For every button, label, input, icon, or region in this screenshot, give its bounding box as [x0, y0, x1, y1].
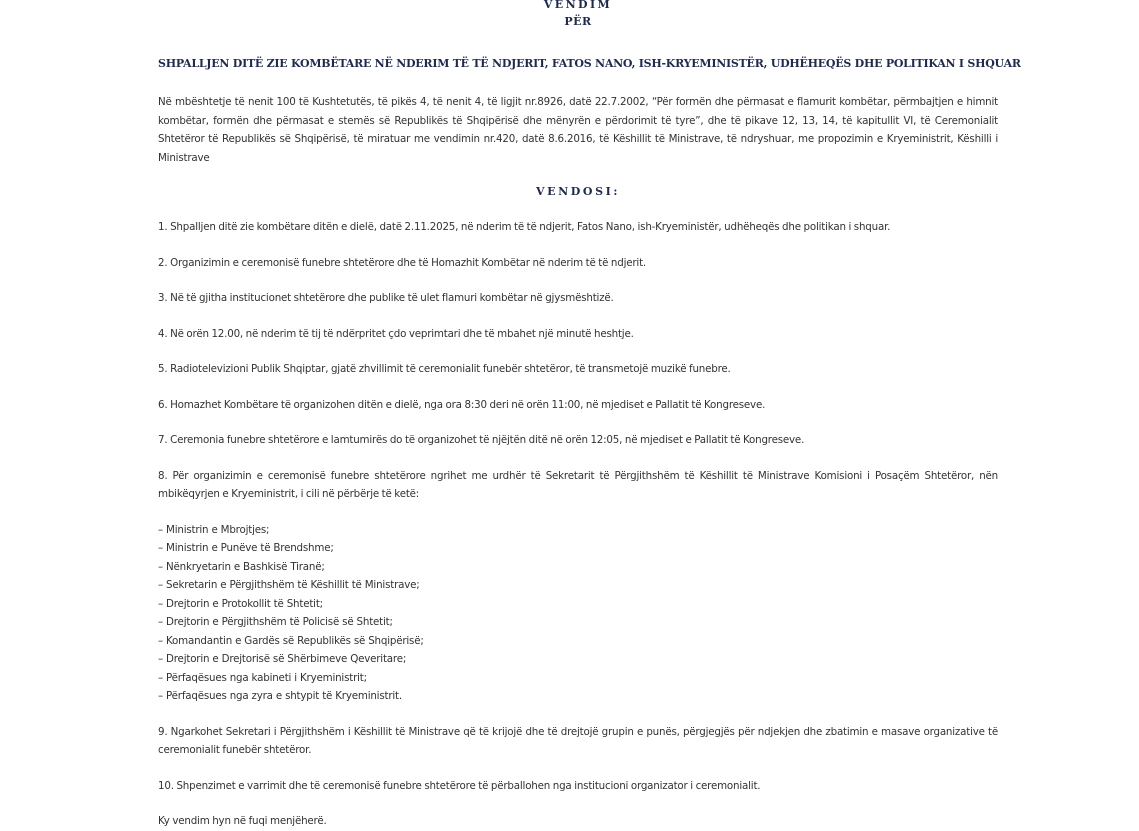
decision-item-9: 9. Ngarkohet Sekretari i Përgjithshëm i Këshillit të Ministrave që të krijojë dhe të drejtojë grupin e punës, përgjegjës për ndjekjen dhe zbatimin e masave organizative të ceremonialit funebër shtetëror.	[158, 725, 998, 756]
commission-member: – Drejtorin e Përgjithshëm të Policisë së Shtetit;	[158, 616, 393, 628]
commission-members-list	[158, 521, 998, 706]
commission-member: – Ministrin e Punëve të Brendshme;	[158, 542, 334, 554]
decision-item-8: 8. Për organizimin e ceremonisë funebre shtetërore ngrihet me urdhër të Sekretarit të Përgjithshëm të Këshillit të Ministrave Komisioni i Posaçëm Shtetëror, nën mbikëqyrjen e Kryeministrit, i cili në përbërje të ketë:	[158, 469, 998, 500]
decision-document	[158, 0, 1021, 831]
document-title: VENDIM	[543, 0, 613, 11]
commission-member: – Komandantin e Gardës së Republikës së Shqipërisë;	[158, 634, 424, 647]
decision-item-10: 10. Shpenzimet e varrimit dhe të ceremonisë funebre shtetërore të përballohen nga institucioni organizator i ceremonialit.	[158, 779, 761, 792]
commission-member: – Përfaqësues nga zyra e shtypit të Kryeministrit.	[158, 690, 402, 702]
commission-member: – Nënkryetarin e Bashkisë Tiranë;	[158, 560, 325, 573]
decision-item-2: 2. Organizimin e ceremonisë funebre shtetërore dhe të Homazhit Kombëtar në nderim të të ndjerit.	[158, 256, 646, 269]
decision-item-5: 5. Radiotelevizioni Publik Shqiptar, gjatë zhvillimit të ceremonialit funebër shtetëror, të transmetojë muzikë funebre.	[158, 363, 731, 375]
commission-member: – Ministrin e Mbrojtjes;	[158, 523, 270, 536]
decision-item-4: 4. Në orën 12.00, në nderim të tij të ndërpritet çdo veprimtari dhe të mbahet një minutë heshtje.	[158, 327, 634, 340]
commission-member: – Drejtorin e Drejtorisë së Shërbimeve Qeveritare;	[158, 653, 407, 665]
commission-member: – Përfaqësues nga kabineti i Kryeministrit;	[158, 671, 367, 684]
document-subtitle: PËR	[564, 15, 592, 28]
decision-item-1: 1. Shpalljen ditë zie kombëtare ditën e dielë, datë 2.11.2025, në nderim të të ndjerit, Fatos Nano, ish-Kryeministër, udhëheqës dhe politikan i shquar.	[158, 221, 891, 233]
commission-member: – Drejtorin e Protokollit të Shtetit;	[158, 597, 323, 610]
decision-item-3: 3. Në të gjitha institucionet shtetërore dhe publike të ulet flamuri kombëtar në gjysmështizë.	[158, 292, 614, 304]
document-subject: SHPALLJEN DITË ZIE KOMBËTARE NË NDERIM TË TË NDJERIT, FATOS NANO, ISH-KRYEMINISTËR, UDHËHEQËS DHE POLITIKAN I SHQUAR	[158, 57, 1021, 70]
decision-item-7: 7. Ceremonia funebre shtetërore e lamtumirës do të organizohet të njëjtën ditë në orën 12:05, në mjediset e Pallatit të Kongreseve.	[158, 434, 805, 446]
commission-member: – Sekretarin e Përgjithshëm të Këshillit të Ministrave;	[158, 579, 420, 591]
decision-heading: VENDOSI:	[535, 185, 621, 198]
intro-paragraph: Në mbështetje të nenit 100 të Kushtetutës, të pikës 4, të nenit 4, të ligjit nr.8926, datë 22.7.2002, “Për formën dhe përmasat e flamurit kombëtar, përmbajtjen e himnit kombëtar, formën dhe përmasat e stemës së Republikës të Shqipërisë dhe mënyrën e përdorimit të tyre”, dhe të pikave 12, 13, 14, të kapitullit VI, të Ceremonialit Shtetëror të Republikës së Shqipërisë, të miratuar me vendimin nr.420, datë 8.6.2016, të Këshillit të Ministrave, të ndryshuar, me propozimin e Kryeministrit, Këshilli i Ministrave	[158, 96, 998, 164]
decision-item-6: 6. Homazhet Kombëtare të organizohen ditën e dielë, nga ora 8:30 deri në orën 11:00, në mjediset e Pallatit të Kongreseve.	[158, 398, 766, 411]
entry-into-force: Ky vendim hyn në fuqi menjëherë.	[158, 815, 327, 827]
